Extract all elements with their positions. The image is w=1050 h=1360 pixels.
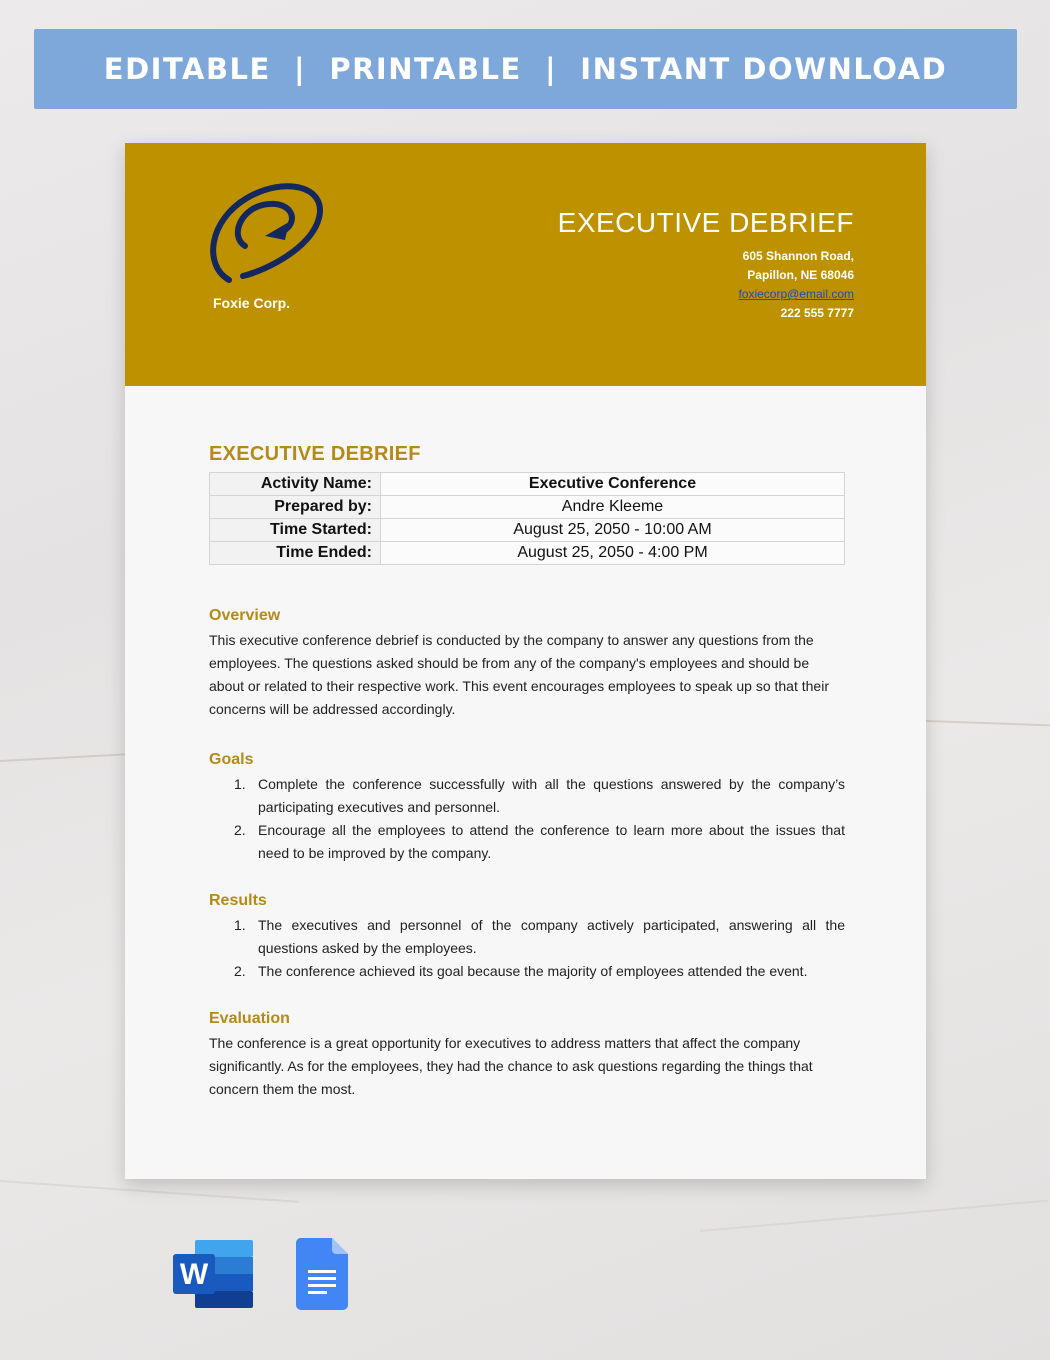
results-section — [209, 892, 845, 983]
goals-list — [209, 773, 845, 865]
table-label: Activity Name: — [210, 473, 381, 496]
google-docs-icon[interactable] — [296, 1238, 348, 1310]
marble-vein — [0, 753, 140, 762]
list-item-text: Complete the conference successfully with all the questions answered by the company’s participating executives and personnel. — [258, 776, 845, 815]
list-item — [209, 773, 845, 819]
evaluation-text: The conference is a great opportunity for executives to address matters that affect the company significantly. As for the employees, they had the chance to ask questions regarding the things that concern them the most. — [209, 1035, 813, 1097]
overview-text: This executive conference debrief is conducted by the company to answer any questions from the employees. The questions asked should be from any of the company's employees and should be about or related to their respective work. This event encourages employees to speak up so that their concerns will be addressed accordingly. — [209, 632, 829, 717]
evaluation-section — [209, 1010, 845, 1101]
table-value: August 25, 2050 - 4:00 PM — [381, 542, 845, 565]
section-heading: Overview — [209, 607, 281, 624]
list-item-text: The conference achieved its goal because the majority of employees attended the event. — [258, 963, 808, 979]
list-number: 1. — [234, 917, 246, 933]
company-contact-block — [738, 247, 854, 323]
list-item — [209, 819, 845, 865]
marble-vein — [700, 1199, 1049, 1231]
list-number: 1. — [234, 776, 246, 792]
table-label: Time Ended: — [210, 542, 381, 565]
table-value: Andre Kleeme — [381, 496, 845, 519]
list-number: 2. — [234, 963, 246, 979]
logo-mark-icon — [207, 180, 325, 288]
section-heading: Results — [209, 892, 267, 909]
section-heading: Evaluation — [209, 1010, 290, 1027]
table-row — [210, 519, 845, 542]
table-row — [210, 496, 845, 519]
header-title: EXECUTIVE DEBRIEF — [557, 207, 854, 238]
list-number: 2. — [234, 822, 246, 838]
document-content — [209, 443, 843, 565]
overview-section — [209, 607, 845, 721]
list-item — [209, 914, 845, 960]
address-line-1: 605 Shannon Road, — [742, 249, 854, 263]
table-label: Time Started: — [210, 519, 381, 542]
table-label: Prepared by: — [210, 496, 381, 519]
phone-number: 222 555 7777 — [780, 306, 854, 320]
list-item-text: The executives and personnel of the company actively participated, answering all the questions asked by the employees. — [258, 917, 845, 956]
document-page — [125, 143, 926, 1179]
table-value: Executive Conference — [381, 473, 845, 496]
list-item-text: Encourage all the employees to attend the conference to learn more about the issues that need to be improved by the company. — [258, 822, 845, 861]
table-row — [210, 473, 845, 496]
results-list — [209, 914, 845, 983]
document-title: EXECUTIVE DEBRIEF — [209, 443, 421, 465]
feature-banner — [34, 29, 1017, 109]
address-line-2: Papillon, NE 68046 — [747, 268, 854, 282]
word-letter: W — [179, 1258, 209, 1291]
marble-vein — [926, 720, 1050, 726]
microsoft-word-icon[interactable] — [173, 1238, 255, 1310]
table-value: August 25, 2050 - 10:00 AM — [381, 519, 845, 542]
marble-vein — [0, 1180, 299, 1203]
email-link[interactable]: foxiecorp@email.com — [738, 287, 854, 301]
company-name: Foxie Corp. — [213, 295, 291, 311]
list-item — [209, 960, 845, 983]
document-header — [125, 143, 926, 386]
goals-section — [209, 751, 845, 865]
banner-text: EDITABLE | PRINTABLE | INSTANT DOWNLOAD — [103, 52, 948, 86]
table-row — [210, 542, 845, 565]
section-heading: Goals — [209, 751, 254, 768]
activity-info-table — [209, 472, 845, 565]
